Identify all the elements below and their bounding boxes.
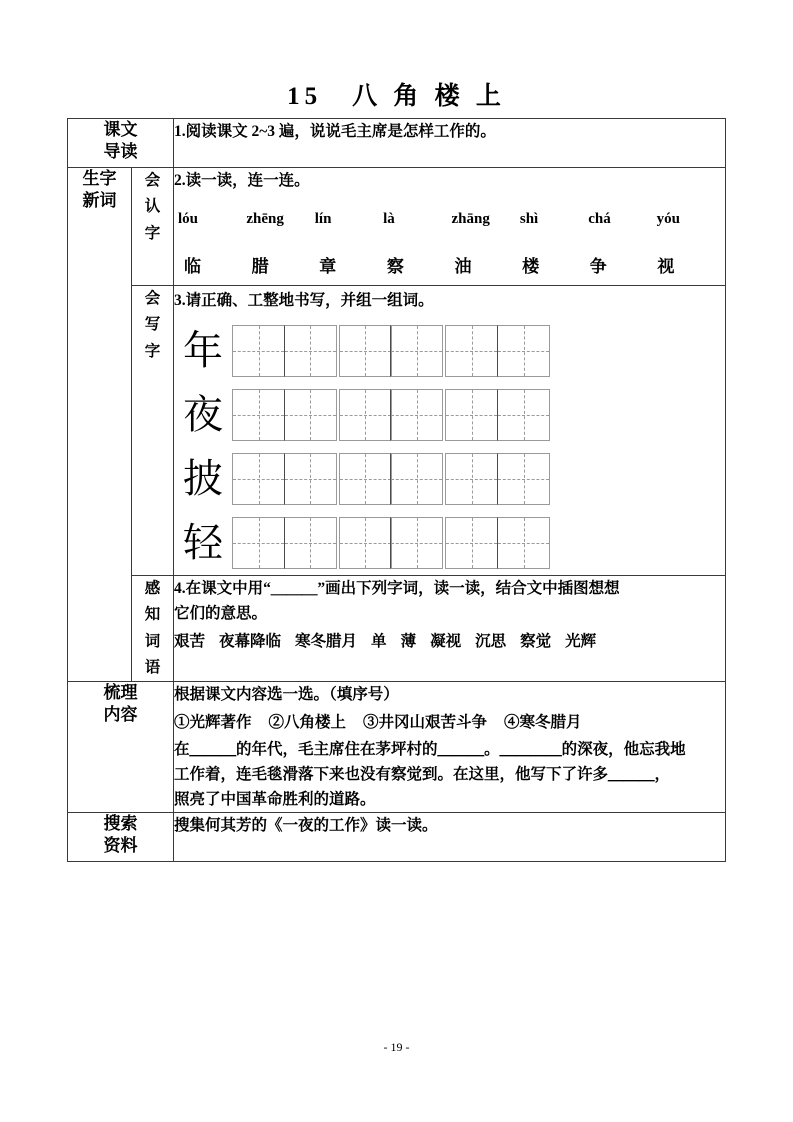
tianzige-group-set [232, 453, 552, 505]
sub-label-recognize: 会 认 字 [132, 168, 174, 286]
tianzige-cell[interactable] [284, 389, 337, 441]
writing-row [174, 447, 725, 511]
tianzige-pair [232, 453, 337, 505]
pinyin-item: shì [519, 211, 539, 228]
perceive-content [174, 576, 726, 682]
model-character: 披 [183, 456, 223, 502]
tianzige-cell[interactable] [445, 325, 498, 377]
search-text: 搜集何其芳的《一夜的工作》读一读。 [174, 816, 438, 834]
tianzige-cell[interactable] [232, 325, 285, 377]
hanzi-row [174, 253, 725, 281]
answer-blank[interactable]: ＿＿＿ [608, 765, 655, 783]
word-item: 光辉 [565, 633, 597, 651]
option-item[interactable]: ②八角楼上 [268, 713, 347, 731]
page-title: 15 八 角 楼 上 [287, 83, 506, 110]
tianzige-pair [232, 389, 337, 441]
organize-options [174, 710, 725, 735]
organize-passage-line2 [174, 762, 725, 787]
tianzige-cell[interactable] [284, 517, 337, 569]
write-content [174, 285, 726, 575]
pinyin-item: zhāng [451, 211, 490, 228]
writing-practice-grid[interactable] [174, 319, 725, 575]
model-character: 年 [183, 328, 223, 374]
category-label-organize: 梳理 内容 [68, 682, 174, 813]
tianzige-cell[interactable] [497, 517, 550, 569]
hanzi-item: 争 [589, 257, 607, 277]
passage-text: ， [654, 765, 671, 783]
table-row-organize [68, 682, 726, 813]
hanzi-item: 察 [386, 257, 404, 277]
word-item: 察觉 [520, 633, 552, 651]
answer-blank[interactable]: ＿＿＿ [189, 740, 237, 758]
perceive-word-list [174, 629, 725, 654]
word-item: 单 [371, 633, 387, 651]
hanzi-item: 油 [454, 257, 472, 277]
word-item: 夜幕降临 [219, 633, 282, 651]
table-row-recognize [68, 168, 726, 286]
tianzige-cell[interactable] [497, 453, 550, 505]
option-item[interactable]: ①光辉著作 [174, 713, 252, 731]
tianzige-pair [232, 517, 337, 569]
tianzige-pair [445, 517, 550, 569]
hanzi-item: 腊 [251, 257, 269, 277]
model-character: 夜 [183, 392, 223, 438]
passage-text: 工作着，连毛毯滑落下来也没有察觉到。在这里，他写下了许多 [174, 765, 609, 783]
tianzige-cell[interactable] [497, 389, 550, 441]
tianzige-pair [339, 517, 444, 569]
tianzige-pair [339, 325, 444, 377]
model-character: 轻 [183, 520, 223, 566]
answer-blank[interactable]: ＿＿＿＿ [499, 740, 562, 758]
table-row-write [68, 285, 726, 575]
passage-text: 的年代，毛主席住在茅坪村的 [236, 740, 438, 758]
word-item: 沉思 [475, 633, 507, 651]
option-item[interactable]: ④寒冬腊月 [504, 713, 582, 731]
pinyin-row [174, 207, 725, 231]
tianzige-cell[interactable] [445, 389, 498, 441]
sub-label-perceive: 感 知 词 语 [132, 576, 174, 682]
tianzige-cell[interactable] [339, 389, 392, 441]
tianzige-pair [445, 453, 550, 505]
tianzige-cell[interactable] [339, 517, 392, 569]
table-row-perceive [68, 576, 726, 682]
recognize-prompt: 2.读一读，连一连。 [174, 172, 310, 189]
writing-row [174, 511, 725, 575]
table-row-guide [68, 119, 726, 168]
writing-row [174, 383, 725, 447]
organize-content [174, 682, 726, 813]
category-label-guide: 课文 导读 [68, 119, 174, 168]
tianzige-group-set [232, 517, 552, 569]
pinyin-item: lóu [178, 211, 199, 228]
search-content [174, 812, 726, 861]
organize-instruction: 根据课文内容选一选。（填序号） [174, 686, 399, 704]
organize-passage-line3: 照亮了中国革命胜利的道路。 [174, 790, 376, 808]
recognize-content [174, 168, 726, 286]
tianzige-cell[interactable] [339, 325, 392, 377]
tianzige-cell[interactable] [445, 517, 498, 569]
hanzi-item: 楼 [522, 257, 540, 277]
tianzige-cell[interactable] [232, 389, 285, 441]
tianzige-cell[interactable] [284, 325, 337, 377]
hanzi-item: 章 [319, 257, 337, 277]
pinyin-item: yóu [656, 211, 680, 228]
organize-passage-line1 [174, 737, 725, 762]
category-label-newwords: 生字 新词 [68, 168, 132, 682]
guide-content [174, 119, 726, 168]
word-item: 薄 [400, 633, 417, 651]
worksheet-table [67, 118, 726, 862]
write-prompt: 3.请正确、工整地书写，并组一组词。 [174, 291, 434, 309]
tianzige-cell[interactable] [284, 453, 337, 505]
tianzige-group-set [232, 389, 552, 441]
tianzige-pair [445, 325, 550, 377]
pinyin-item: lín [314, 211, 332, 228]
hanzi-item: 临 [184, 257, 201, 277]
tianzige-cell[interactable] [390, 389, 443, 441]
hanzi-item: 视 [657, 257, 675, 277]
category-label-search: 搜索 资料 [68, 812, 174, 861]
pinyin-item: zhēng [246, 211, 284, 228]
tianzige-cell[interactable] [390, 517, 443, 569]
tianzige-pair [339, 389, 444, 441]
answer-blank[interactable]: ＿＿＿ [437, 740, 485, 758]
tianzige-cell[interactable] [339, 453, 392, 505]
passage-text: 。 [484, 740, 500, 758]
sub-label-write: 会 写 字 [132, 285, 174, 575]
tianzige-cell[interactable] [497, 325, 550, 377]
tianzige-cell[interactable] [390, 453, 443, 505]
tianzige-pair [445, 389, 550, 441]
option-item[interactable]: ③井冈山艰苦斗争 [363, 713, 488, 731]
tianzige-cell[interactable] [232, 453, 285, 505]
guide-text: 1.阅读课文 2~3 遍，说说毛主席是怎样工作的。 [174, 123, 496, 140]
perceive-prompt-line2: 它们的意思。 [174, 605, 268, 623]
word-item: 凝视 [430, 633, 462, 651]
passage-text: 的深夜，他忘我地 [561, 740, 686, 758]
tianzige-cell[interactable] [445, 453, 498, 505]
pinyin-item: là [383, 211, 395, 228]
tianzige-cell[interactable] [390, 325, 443, 377]
perceive-prompt-line1: 4.在课文中用“＿＿＿”画出下列字词，读一读，结合文中插图想想 [174, 580, 620, 598]
writing-row [174, 319, 725, 383]
word-item: 艰苦 [174, 633, 206, 651]
word-item: 寒冬腊月 [295, 633, 358, 651]
pinyin-item: chá [588, 211, 611, 228]
tianzige-cell[interactable] [232, 517, 285, 569]
tianzige-group-set [232, 325, 552, 377]
table-row-search [68, 812, 726, 861]
page-number: - 19 - [383, 1040, 410, 1054]
tianzige-pair [339, 453, 444, 505]
passage-text: 在 [174, 740, 190, 758]
tianzige-pair [232, 325, 337, 377]
